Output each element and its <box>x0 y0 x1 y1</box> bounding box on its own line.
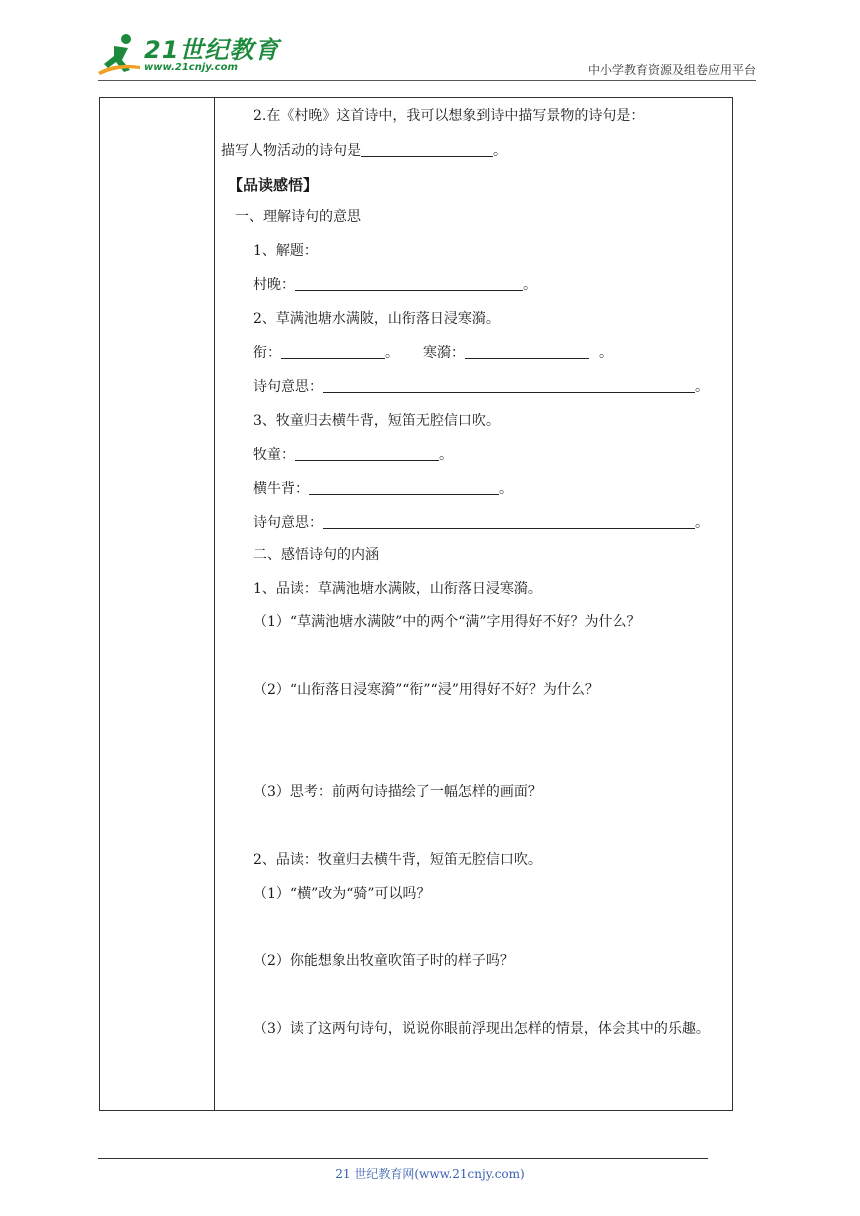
xian-blank[interactable] <box>281 344 385 359</box>
meaning-line-1: 诗句意思： 。 <box>253 379 709 395</box>
question-2-line-2: 描写人物活动的诗句是 。 <box>221 143 507 159</box>
hengniubei-line: 横牛背： 。 <box>253 481 513 497</box>
hanyi-blank[interactable] <box>465 344 589 359</box>
logo-url: www.21cnjy.com <box>144 62 238 73</box>
pindu-1-question-3: （3）思考：前两句诗描绘了一幅怎样的画面？ <box>253 784 542 800</box>
section-title: 【品读感悟】 <box>228 176 319 194</box>
meaning-line-2: 诗句意思： 。 <box>253 515 709 531</box>
runner-logo-icon <box>96 32 142 78</box>
header-rule <box>98 80 756 81</box>
meaning-blank-1[interactable] <box>323 378 695 393</box>
pindu-2-question-1: （1）“横”改为“骑”可以吗？ <box>253 886 431 902</box>
pindu-2-question-3: （3）读了这两句诗句，说说你眼前浮现出怎样的情景，体会其中的乐趣。 <box>253 1021 710 1037</box>
vocab-line-1: 衔： 。 寒漪： 。 <box>253 345 613 361</box>
cunwan-line: 村晚： 。 <box>253 277 537 293</box>
part-1-heading: 一、理解诗句的意思 <box>235 209 361 225</box>
logo <box>96 32 280 80</box>
poem-line-2: 2、草满池塘水满陂，山衔落日浸寒漪。 <box>253 311 500 327</box>
pindu-2-question-2: （2）你能想象出牧童吹笛子时的样子吗？ <box>253 953 514 969</box>
logo-brand: 21世纪教育 <box>144 36 280 64</box>
hengniubei-blank[interactable] <box>309 480 499 495</box>
cunwan-blank[interactable] <box>295 276 523 291</box>
column-divider <box>214 98 215 1110</box>
platform-name: 中小学教育资源及组卷应用平台 <box>587 63 756 77</box>
jieti-label: 1、解题： <box>253 243 318 259</box>
footer-rule <box>98 1158 708 1159</box>
mutong-blank[interactable] <box>295 446 439 461</box>
mutong-line: 牧童： 。 <box>253 447 453 463</box>
pindu-1: 1、品读：草满池塘水满陂，山衔落日浸寒漪。 <box>253 581 542 597</box>
pindu-2: 2、品读：牧童归去横牛背，短笛无腔信口吹。 <box>253 852 542 868</box>
meaning-blank-2[interactable] <box>323 514 695 529</box>
part-2-heading: 二、感悟诗句的内涵 <box>253 547 379 563</box>
question-2-line-1: 2.在《村晚》这首诗中，我可以想象到诗中描写景物的诗句是： <box>253 108 645 124</box>
answer-blank[interactable] <box>361 142 493 157</box>
pindu-1-question-2: （2）“山衔落日浸寒漪”“衔”“浸”用得好不好？为什么？ <box>253 682 599 698</box>
poem-line-3: 3、牧童归去横牛背，短笛无腔信口吹。 <box>253 413 500 429</box>
pindu-1-question-1: （1）“草满池塘水满陂”中的两个“满”字用得好不好？为什么？ <box>253 614 641 630</box>
footer-text: 21 世纪教育网(www.21cnjy.com) <box>335 1167 525 1181</box>
